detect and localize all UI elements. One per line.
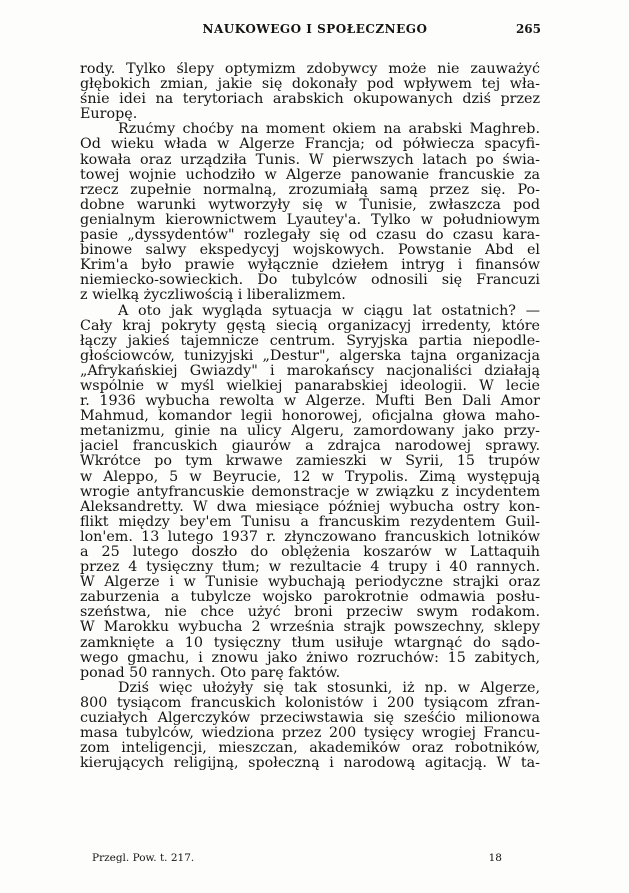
text-line: W Algerze i w Tunisie wybuchają periodyczne strajki oraz <box>80 575 540 591</box>
text-line: szeństwa, nie chce użyć broni przeciw swym rodakom. <box>80 605 540 621</box>
text-line: kierujących religijną, społeczną i narodową agitacją. W ta- <box>80 756 540 772</box>
text-line: r. 1936 wybucha rewolta w Algerze. Mufti Ben Dali Amor <box>80 394 540 410</box>
text-line: Krim'a było prawie wyłącznie dziełem intryg i finansów <box>80 258 540 274</box>
text-line: Aleksandretty. W dwa miesiące później wybucha ostry kon- <box>80 499 540 515</box>
page-number: 265 <box>515 22 541 36</box>
text-line: Mahmud, komandor legii honorowej, oficjalna głowa maho- <box>80 409 540 425</box>
text-line: binowe salwy ekspedycyj wojskowych. Powstanie Abd el <box>80 243 540 259</box>
text-line: Europę. <box>80 107 138 123</box>
text-line: śnie idei na terytoriach arabskich okupowanych dziś przez <box>80 92 540 108</box>
text-line: głościowców, tunizyjski „Destur", algerska tajna organizacja <box>80 348 540 364</box>
text-line: pasie „dyssydentów" rozlegały się od czasu do czasu kara- <box>80 228 540 244</box>
text-line: „Afrykańskiej Gwiazdy" i marokańscy nacjonaliści działają <box>80 363 540 379</box>
text-line: przez 4 tysięczny tłum; w rezultacie 4 trupy i 40 rannych. <box>80 560 540 576</box>
text-line: dobne warunki wytworzyły się w Tunisie, zwłaszcza pod <box>80 197 540 213</box>
text-line: niemiecko-sowieckich. Do tubylców odnosili się Francuzi <box>80 273 540 289</box>
text-line: wego gmachu, i znowu jako żniwo rozruchów: 15 zabitych, <box>80 650 540 666</box>
sheet-number: 18 <box>488 852 502 864</box>
text-line: jaciel francuskich giaurów a zdrajca narodowej sprawy. <box>80 439 540 455</box>
text-line: zaburzenia a tubylcze wojsko parokrotnie odmawia posłu- <box>80 590 540 606</box>
text-line: wspólnie w myśl wielkiej panarabskiej ideologii. W lecie <box>80 378 540 394</box>
printer-signature: Przegl. Pow. t. 217. <box>92 852 195 864</box>
text-line: genialnym kierownictwem Lyautey'a. Tylko w południowym <box>80 212 540 228</box>
text-line: metanizmu, ginie na ulicy Algeru, zamordowany jako przy- <box>80 424 540 440</box>
text-line: Wkrótce po tym krwawe zamieszki w Syrii, 15 trupów <box>80 454 540 470</box>
text-line: W Marokku wybucha 2 września strajk powszechny, sklepy <box>80 620 540 636</box>
text-line: ponad 50 rannych. Oto parę faktów. <box>80 665 341 681</box>
text-line: lon'em. 13 lutego 1937 r. złynczowano francuskich lotników <box>80 529 540 545</box>
text-line: towej wojnie uchodziło w Algerze panowanie francuskie za <box>80 167 540 183</box>
text-line: rzecz zupełnie normalną, zrozumiałą samą przez się. Po- <box>80 182 540 198</box>
text-line: masa tubylców, wiedziona przez 200 tysięcy wrogiej Francu- <box>80 726 540 742</box>
body-text <box>80 62 540 771</box>
text-line: cuziałych Algerczyków przeciwstawia się sześćio milionowa <box>80 711 540 727</box>
text-line: w Aleppo, 5 w Beyrucie, 12 w Trypolis. Zimą występują <box>80 469 540 485</box>
text-line: A oto jak wygląda sytuacja w ciągu lat ostatnich? — <box>118 303 540 319</box>
text-line: 800 tysiącom francuskich kolonistów i 200 tysiącom zfran- <box>80 695 540 711</box>
text-line: Od wieku włada w Algerze Francja; od półwiecza spacyfi- <box>80 137 540 153</box>
text-line: Rzućmy choćby na moment okiem na arabski Maghreb. <box>118 122 540 138</box>
text-line: głębokich zmian, jakie się dokonały pod wpływem tej wła- <box>80 77 540 93</box>
text-line: łączy jakieś tajemnicze centrum. Syryjska partia niepodle- <box>80 333 540 349</box>
text-line: rody. Tylko ślepy optymizm zdobywcy może nie zauważyć <box>80 62 540 77</box>
text-line: zom inteligencji, mieszczan, akademików oraz robotników, <box>80 741 540 757</box>
text-line: Dziś więc ułożyły się tak stosunki, iż np. w Algerze, <box>118 680 540 696</box>
text-line: flikt między bey'em Tunisu a francuskim rezydentem Guil- <box>80 514 540 530</box>
text-line: z wielką życzliwością i liberalizmem. <box>80 288 346 304</box>
text-line: wrogie antyfrancuskie demonstracje w związku z incydentem <box>80 484 540 500</box>
text-line: kowała oraz urządziła Tunis. W pierwszych latach po świa- <box>80 152 540 168</box>
text-line: zamknięte a 10 tysięczny tłum usiłuje wtargnąć do sądo- <box>80 635 540 651</box>
text-line: Cały kraj pokryty gęstą siecią organizacyj irredenty, które <box>80 318 540 334</box>
text-line: a 25 lutego doszło do oblężenia koszarów w Lattaquih <box>80 545 540 560</box>
running-title: NAUKOWEGO I SPOŁECZNEGO <box>202 22 428 36</box>
